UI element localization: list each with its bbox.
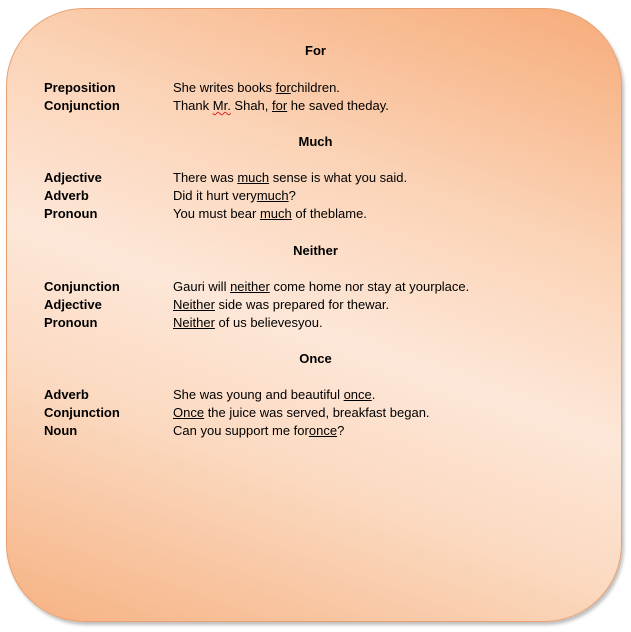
example-sentence xyxy=(173,187,296,205)
sentence-fragment: the juice was served, breakfast began. xyxy=(204,405,430,420)
sentence-fragment: of us believesyou. xyxy=(214,315,323,330)
usage-row xyxy=(0,296,631,314)
sentence-fragment: ? xyxy=(288,188,296,203)
example-sentence xyxy=(173,169,407,187)
highlighted-word: much xyxy=(259,206,292,221)
sentence-fragment: She was young and beautiful xyxy=(173,387,344,402)
part-of-speech-label: Adjective xyxy=(44,297,102,312)
usage-row xyxy=(0,205,631,223)
part-of-speech-label: Preposition xyxy=(44,80,116,95)
sentence-fragment: Mr. xyxy=(212,98,231,113)
highlighted-word: for xyxy=(272,98,288,113)
usage-row xyxy=(0,169,631,187)
section-heading-once: Once xyxy=(299,351,332,366)
highlighted-word: neither xyxy=(230,279,270,294)
usage-row xyxy=(0,314,631,332)
highlighted-word: for xyxy=(275,80,291,95)
section-heading-much: Much xyxy=(298,134,333,149)
sentence-fragment: . xyxy=(371,387,376,402)
example-sentence xyxy=(173,314,323,332)
sentence-fragment: She writes books xyxy=(173,80,276,95)
part-of-speech-label: Pronoun xyxy=(44,206,98,221)
sentence-fragment: side was prepared for thewar. xyxy=(214,297,390,312)
highlighted-word: once xyxy=(308,423,338,438)
highlighted-word: much xyxy=(256,188,289,203)
part-of-speech-label: Conjunction xyxy=(44,405,120,420)
example-sentence xyxy=(173,205,367,223)
sentence-fragment: he saved theday. xyxy=(287,98,389,113)
example-sentence xyxy=(173,278,469,296)
part-of-speech-label: Conjunction xyxy=(44,98,120,113)
example-sentence xyxy=(173,422,344,440)
section-heading-neither: Neither xyxy=(293,243,338,258)
usage-row xyxy=(0,187,631,205)
part-of-speech-label: Adverb xyxy=(44,188,89,203)
usage-row xyxy=(0,422,631,440)
example-sentence xyxy=(173,296,389,314)
sentence-fragment: Did it hurt very xyxy=(173,188,257,203)
sentence-fragment: Shah, xyxy=(230,98,273,113)
sentence-fragment: There was xyxy=(173,170,238,185)
usage-row xyxy=(0,79,631,97)
example-sentence xyxy=(173,79,340,97)
sentence-fragment: sense is what you said. xyxy=(269,170,408,185)
example-sentence xyxy=(173,97,389,115)
part-of-speech-label: Pronoun xyxy=(44,315,98,330)
usage-row xyxy=(0,97,631,115)
sentence-fragment: You must bear xyxy=(173,206,260,221)
section-heading-for: For xyxy=(305,43,326,58)
highlighted-word: Neither xyxy=(173,297,215,312)
sentence-fragment: come home nor stay at yourplace. xyxy=(269,279,470,294)
part-of-speech-label: Noun xyxy=(44,423,78,438)
sentence-fragment: ? xyxy=(337,423,345,438)
part-of-speech-label: Adverb xyxy=(44,387,89,402)
sentence-fragment: Thank xyxy=(173,98,213,113)
sentence-fragment: Gauri will xyxy=(173,279,231,294)
highlighted-word: much xyxy=(237,170,270,185)
highlighted-word: once xyxy=(343,387,372,402)
part-of-speech-label: Conjunction xyxy=(44,279,120,294)
usage-row xyxy=(0,386,631,404)
sentence-fragment: children. xyxy=(290,80,340,95)
sentence-fragment: of theblame. xyxy=(291,206,367,221)
part-of-speech-label: Adjective xyxy=(44,170,102,185)
usage-row xyxy=(0,278,631,296)
sentence-fragment: Can you support me for xyxy=(173,423,309,438)
highlighted-word: Neither xyxy=(173,315,215,330)
example-sentence xyxy=(173,404,430,422)
usage-row xyxy=(0,404,631,422)
highlighted-word: Once xyxy=(173,405,205,420)
example-sentence xyxy=(173,386,375,404)
